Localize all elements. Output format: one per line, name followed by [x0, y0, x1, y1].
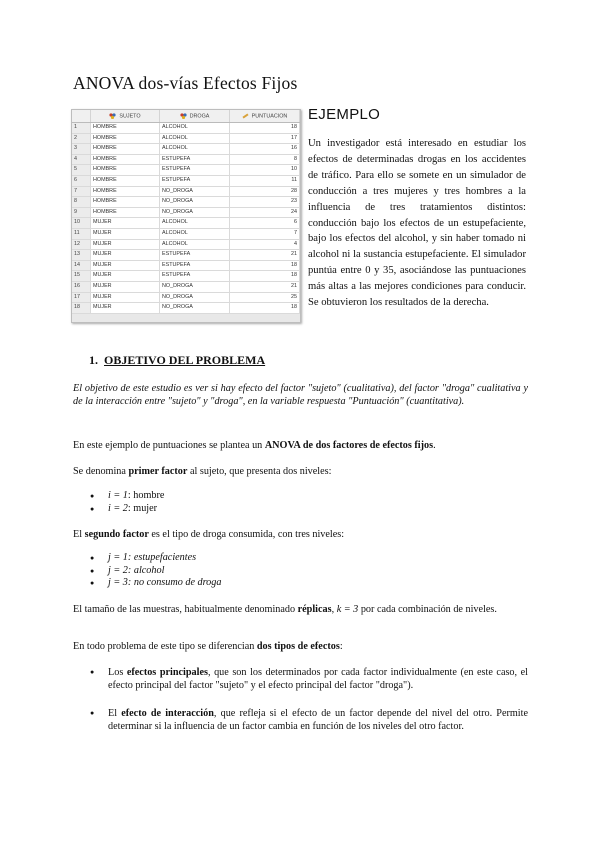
table-row	[72, 133, 300, 144]
second-factor-levels-list	[90, 552, 221, 590]
puntuacion-cell: 11	[230, 175, 300, 186]
column-header-droga: DROGA	[160, 110, 230, 123]
row-number-cell: 6	[72, 175, 91, 186]
puntuacion-cell: 21	[230, 250, 300, 261]
table-row	[72, 303, 300, 314]
nominal-variable-icon	[180, 113, 187, 119]
droga-cell: ESTUPEFA	[160, 175, 230, 186]
droga-cell: ALCOHOL	[160, 133, 230, 144]
row-number-cell: 18	[72, 303, 91, 314]
row-number-cell: 8	[72, 197, 91, 208]
sujeto-cell: MUJER	[91, 228, 160, 239]
puntuacion-cell: 16	[230, 144, 300, 155]
droga-cell: ESTUPEFA	[160, 271, 230, 282]
row-number-cell: 12	[72, 239, 91, 250]
column-header-sujeto: SUJETO	[91, 110, 160, 123]
row-number-cell: 11	[72, 228, 91, 239]
table-row	[72, 239, 300, 250]
list-item: ● j = 2: alcohol	[90, 565, 221, 578]
droga-cell: ALCOHOL	[160, 218, 230, 229]
droga-cell: ALCOHOL	[160, 228, 230, 239]
list-item: ● j = 1: estupefacientes	[90, 552, 221, 565]
droga-cell: NO_DROGA	[160, 186, 230, 197]
droga-cell: ESTUPEFA	[160, 250, 230, 261]
table-row	[72, 186, 300, 197]
nominal-variable-icon	[109, 113, 116, 119]
section-number: 1.	[89, 353, 98, 367]
document-title: ANOVA dos-vías Efectos Fijos	[73, 73, 298, 93]
puntuacion-cell: 7	[230, 228, 300, 239]
data-table-screenshot	[71, 109, 301, 323]
data-table	[72, 110, 300, 314]
row-number-header	[72, 110, 91, 123]
effect-types-paragraph: En todo problema de este tipo se diferencian dos tipos de efectos:	[73, 641, 343, 652]
sujeto-cell: MUJER	[91, 292, 160, 303]
list-item: ● i = 2: mujer	[90, 503, 164, 516]
sujeto-cell: HOMBRE	[91, 144, 160, 155]
droga-cell: ESTUPEFA	[160, 154, 230, 165]
puntuacion-cell: 18	[230, 271, 300, 282]
puntuacion-cell: 6	[230, 218, 300, 229]
sujeto-cell: HOMBRE	[91, 133, 160, 144]
table-row	[72, 123, 300, 134]
sujeto-cell: HOMBRE	[91, 154, 160, 165]
list-item: ● i = 1: hombre	[90, 490, 164, 503]
droga-cell: NO_DROGA	[160, 292, 230, 303]
row-number-cell: 14	[72, 260, 91, 271]
list-item: ● j = 3: no consumo de droga	[90, 577, 221, 590]
puntuacion-cell: 21	[230, 281, 300, 292]
row-number-cell: 17	[72, 292, 91, 303]
row-number-cell: 15	[72, 271, 91, 282]
row-number-cell: 3	[72, 144, 91, 155]
sujeto-cell: HOMBRE	[91, 175, 160, 186]
puntuacion-cell: 28	[230, 186, 300, 197]
puntuacion-cell: 24	[230, 207, 300, 218]
second-factor-paragraph: El segundo factor es el tipo de droga consumida, con tres niveles:	[73, 529, 345, 540]
droga-cell: ALCOHOL	[160, 144, 230, 155]
table-row	[72, 228, 300, 239]
example-text: Un investigador está interesado en estudiar los efectos de determinadas drogas en los accidentes de tráfico. Para ello se somete en un simulador de conducción a tres mujeres y tres hombres a la influencia de tres tratamientos distintos: conducción bajo los efectos de un estupefaciente, bajo los efectos del alcohol, y sin haber tomado ni alcohol ni la sustancia estupefaciente. El simulador puntúa entre 0 y 35, asociándose las puntuaciones más altas a las mejores condiciones para conducir. Se obtuvieron los resultados de la derecha.	[308, 138, 526, 309]
sujeto-cell: MUJER	[91, 260, 160, 271]
effect-types-list	[90, 666, 528, 748]
list-item: ● El efecto de interacción, que refleja si el efecto de un factor depende del nivel del otro. Permite determinar si la influencia de un factor cambia en función de los niveles del otro factor.	[90, 707, 528, 734]
row-number-cell: 4	[72, 154, 91, 165]
sujeto-cell: HOMBRE	[91, 165, 160, 176]
row-number-cell: 16	[72, 281, 91, 292]
table-row	[72, 197, 300, 208]
table-row	[72, 207, 300, 218]
table-row	[72, 271, 300, 282]
table-row	[72, 260, 300, 271]
sujeto-cell: MUJER	[91, 239, 160, 250]
puntuacion-cell: 18	[230, 260, 300, 271]
sujeto-cell: HOMBRE	[91, 197, 160, 208]
droga-cell: NO_DROGA	[160, 281, 230, 292]
row-number-cell: 7	[72, 186, 91, 197]
puntuacion-cell: 10	[230, 165, 300, 176]
sujeto-cell: HOMBRE	[91, 207, 160, 218]
sujeto-cell: MUJER	[91, 271, 160, 282]
scale-variable-icon	[242, 113, 249, 119]
objective-paragraph: El objetivo de este estudio es ver si hay efecto del factor "sujeto" (cualitativa), del factor "droga" cualitativa y de la interacción entre "sujeto" y "droga", en la variable respuesta "Puntuación" (cuantitativa).	[73, 383, 528, 408]
anova-type-paragraph: En este ejemplo de puntuaciones se plantea un ANOVA de dos factores de efectos fijos.	[73, 440, 436, 451]
row-number-cell: 9	[72, 207, 91, 218]
table-row	[72, 154, 300, 165]
puntuacion-cell: 23	[230, 197, 300, 208]
section-title: OBJETIVO DEL PROBLEMA	[104, 353, 266, 367]
puntuacion-cell: 8	[230, 154, 300, 165]
example-heading: EJEMPLO	[308, 106, 381, 123]
sujeto-cell: HOMBRE	[91, 123, 160, 134]
sujeto-cell: MUJER	[91, 281, 160, 292]
puntuacion-cell: 4	[230, 239, 300, 250]
first-factor-paragraph: Se denomina primer factor al sujeto, que presenta dos niveles:	[73, 466, 332, 477]
droga-cell: NO_DROGA	[160, 207, 230, 218]
puntuacion-cell: 18	[230, 303, 300, 314]
table-row	[72, 165, 300, 176]
droga-cell: ALCOHOL	[160, 123, 230, 134]
table-row	[72, 250, 300, 261]
sujeto-cell: HOMBRE	[91, 186, 160, 197]
table-header-row	[72, 110, 300, 123]
list-item: ● Los efectos principales, que son los determinados por cada factor individualmente (en este caso, el efecto principal del factor "sujeto" y el efecto principal del factor "droga").	[90, 666, 528, 693]
table-row	[72, 175, 300, 186]
puntuacion-cell: 25	[230, 292, 300, 303]
puntuacion-cell: 17	[230, 133, 300, 144]
puntuacion-cell: 18	[230, 123, 300, 134]
first-factor-levels-list	[90, 490, 164, 515]
section-heading	[89, 353, 265, 368]
table-row	[72, 144, 300, 155]
sujeto-cell: MUJER	[91, 303, 160, 314]
row-number-cell: 5	[72, 165, 91, 176]
sample-size-paragraph: El tamaño de las muestras, habitualmente denominado réplicas, k = 3 por cada combinación de niveles.	[73, 604, 497, 615]
sujeto-cell: MUJER	[91, 218, 160, 229]
row-number-cell: 10	[72, 218, 91, 229]
droga-cell: NO_DROGA	[160, 303, 230, 314]
table-row	[72, 281, 300, 292]
row-number-cell: 13	[72, 250, 91, 261]
table-body	[72, 123, 300, 314]
row-number-cell: 1	[72, 123, 91, 134]
column-header-puntuacion: PUNTUACION	[230, 110, 300, 123]
droga-cell: ALCOHOL	[160, 239, 230, 250]
droga-cell: NO_DROGA	[160, 197, 230, 208]
table-row	[72, 218, 300, 229]
sujeto-cell: MUJER	[91, 250, 160, 261]
row-number-cell: 2	[72, 133, 91, 144]
droga-cell: ESTUPEFA	[160, 260, 230, 271]
droga-cell: ESTUPEFA	[160, 165, 230, 176]
table-row	[72, 292, 300, 303]
